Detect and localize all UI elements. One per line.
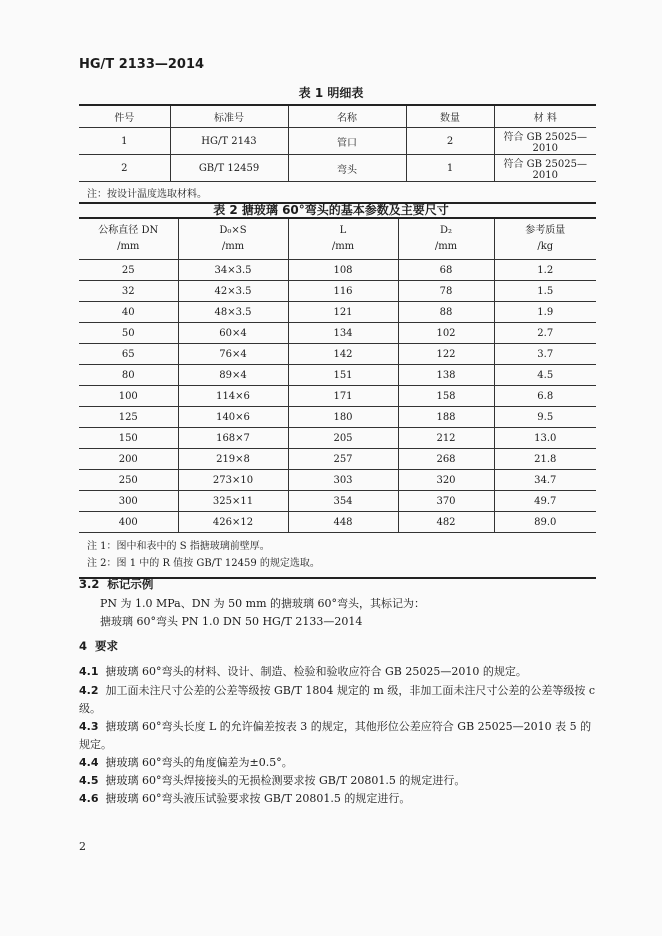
header-label: D₀×S xyxy=(219,225,247,236)
table-cell: HG/T 2143 xyxy=(170,128,288,155)
table1-parts-list xyxy=(79,104,596,204)
table-row xyxy=(79,323,596,344)
table-cell: 150 xyxy=(79,428,178,449)
table-row xyxy=(79,428,596,449)
table-row xyxy=(79,128,596,155)
table-cell: 1.2 xyxy=(494,260,596,281)
table-cell: 273×10 xyxy=(178,470,288,491)
table-cell: 134 xyxy=(288,323,398,344)
table2-dimensions xyxy=(79,217,596,579)
section-number: 4 xyxy=(79,639,88,653)
table-cell: 122 xyxy=(398,344,494,365)
table-row xyxy=(79,302,596,323)
table-cell: 2.7 xyxy=(494,323,596,344)
table-cell: 250 xyxy=(79,470,178,491)
table-cell: 60×4 xyxy=(178,323,288,344)
clause-number: 4.3 xyxy=(79,720,99,733)
table-cell: 426×12 xyxy=(178,512,288,533)
clause-4-3 xyxy=(79,718,599,754)
table-cell: 1.5 xyxy=(494,281,596,302)
clause-text: 搪玻璃 60°弯头的材料、设计、制造、检验和验收应符合 GB 25025—2010 的规定。 xyxy=(105,665,527,678)
table-cell: 9.5 xyxy=(494,407,596,428)
table-cell: 400 xyxy=(79,512,178,533)
table2-header-cell xyxy=(288,218,398,260)
table-row xyxy=(79,260,596,281)
clause-text: 搪玻璃 60°弯头长度 L 的允许偏差按表 3 的规定，其他形位公差应符合 GB 25025—2010 表 5 的规定。 xyxy=(79,720,592,751)
table-cell: 25 xyxy=(79,260,178,281)
table-cell: 2 xyxy=(79,155,170,182)
clause-number: 4.2 xyxy=(79,684,99,697)
table-cell: 34.7 xyxy=(494,470,596,491)
clause-4-5 xyxy=(79,772,599,790)
table1-header-cell: 数量 xyxy=(406,105,494,128)
table-cell: 325×11 xyxy=(178,491,288,512)
table-cell: 符合 GB 25025—2010 xyxy=(494,155,596,182)
table-cell: 257 xyxy=(288,449,398,470)
section-title: 要求 xyxy=(95,639,119,653)
table-row xyxy=(79,386,596,407)
table-cell: 2 xyxy=(406,128,494,155)
section-3-2-heading xyxy=(79,576,153,592)
table-cell: 108 xyxy=(288,260,398,281)
table-cell: 138 xyxy=(398,365,494,386)
clause-text: 搪玻璃 60°弯头液压试验要求按 GB/T 20801.5 的规定进行。 xyxy=(105,792,411,805)
table2-note-1: 注 1：图中和表中的 S 指搪玻璃前壁厚。 xyxy=(87,541,270,552)
clause-4-4 xyxy=(79,754,599,772)
table-cell: 68 xyxy=(398,260,494,281)
table-cell: 符合 GB 25025—2010 xyxy=(494,128,596,155)
table-cell: 268 xyxy=(398,449,494,470)
table-cell: 180 xyxy=(288,407,398,428)
header-unit: /mm xyxy=(331,241,355,252)
table2-header-cell xyxy=(178,218,288,260)
header-unit: /kg xyxy=(537,241,554,252)
table1-header-row xyxy=(79,105,596,128)
table-cell: 200 xyxy=(79,449,178,470)
table-cell: 6.8 xyxy=(494,386,596,407)
clause-number: 4.4 xyxy=(79,756,99,769)
table2-caption: 表 2 搪玻璃 60°弯头的基本参数及主要尺寸 xyxy=(213,203,449,217)
table-cell: GB/T 12459 xyxy=(170,155,288,182)
clause-number: 4.1 xyxy=(79,665,99,678)
table1-header-cell: 材 料 xyxy=(494,105,596,128)
table-cell: 1 xyxy=(79,128,170,155)
table-cell: 370 xyxy=(398,491,494,512)
table-cell: 158 xyxy=(398,386,494,407)
table-cell: 4.5 xyxy=(494,365,596,386)
header-unit: /mm xyxy=(434,241,458,252)
table-cell: 125 xyxy=(79,407,178,428)
table-cell: 49.7 xyxy=(494,491,596,512)
table-cell: 42×3.5 xyxy=(178,281,288,302)
clause-text: 加工面未注尺寸公差的公差等级按 GB/T 1804 规定的 m 级，非加工面未注尺寸公差的公差等级按 c 级。 xyxy=(79,684,595,715)
clause-number: 4.6 xyxy=(79,792,99,805)
table-cell: 205 xyxy=(288,428,398,449)
table-cell: 65 xyxy=(79,344,178,365)
table-cell: 168×7 xyxy=(178,428,288,449)
table-cell: 116 xyxy=(288,281,398,302)
table1-header-cell: 名称 xyxy=(288,105,406,128)
table-cell: 78 xyxy=(398,281,494,302)
section-number: 3.2 xyxy=(79,577,100,591)
table-cell: 34×3.5 xyxy=(178,260,288,281)
table-cell: 354 xyxy=(288,491,398,512)
table-cell: 212 xyxy=(398,428,494,449)
table2-notes xyxy=(79,533,596,579)
clause-text: 搪玻璃 60°弯头的角度偏差为±0.5°。 xyxy=(105,756,293,769)
marking-example-code: 搪玻璃 60°弯头 PN 1.0 DN 50 HG/T 2133—2014 xyxy=(100,615,363,628)
table1-note: 注：按设计温度选取材料。 xyxy=(79,182,596,204)
table-row xyxy=(79,155,596,182)
table-cell: 21.8 xyxy=(494,449,596,470)
table-cell: 219×8 xyxy=(178,449,288,470)
table-cell: 188 xyxy=(398,407,494,428)
table-cell: 140×6 xyxy=(178,407,288,428)
table-row xyxy=(79,281,596,302)
table-cell: 482 xyxy=(398,512,494,533)
table1-header-cell: 件号 xyxy=(79,105,170,128)
clause-4-2 xyxy=(79,682,599,718)
header-unit: /mm xyxy=(221,241,245,252)
table-cell: 1.9 xyxy=(494,302,596,323)
table-cell: 89×4 xyxy=(178,365,288,386)
table-cell: 76×4 xyxy=(178,344,288,365)
table-cell: 171 xyxy=(288,386,398,407)
table-cell: 80 xyxy=(79,365,178,386)
table-cell: 151 xyxy=(288,365,398,386)
table-row xyxy=(79,491,596,512)
table-row xyxy=(79,512,596,533)
table-cell: 320 xyxy=(398,470,494,491)
table-cell: 142 xyxy=(288,344,398,365)
clause-text: 搪玻璃 60°弯头焊接接头的无损检测要求按 GB/T 20801.5 的规定进行。 xyxy=(105,774,466,787)
table-cell: 1 xyxy=(406,155,494,182)
document-code-header: HG/T 2133—2014 xyxy=(79,57,205,72)
table2-header-row xyxy=(79,218,596,260)
header-label: 公称直径 DN xyxy=(98,225,159,236)
clause-number: 4.5 xyxy=(79,774,99,787)
header-unit: /mm xyxy=(117,241,140,252)
table1-header-cell: 标准号 xyxy=(170,105,288,128)
table-cell: 48×3.5 xyxy=(178,302,288,323)
table2-header-cell xyxy=(398,218,494,260)
table-cell: 32 xyxy=(79,281,178,302)
table-cell: 40 xyxy=(79,302,178,323)
table-row xyxy=(79,365,596,386)
table-cell: 448 xyxy=(288,512,398,533)
table-cell: 89.0 xyxy=(494,512,596,533)
table-cell: 121 xyxy=(288,302,398,323)
header-label: 参考质量 xyxy=(525,225,566,236)
section-4-heading xyxy=(79,638,118,654)
table2-header-cell xyxy=(494,218,596,260)
table1-caption: 表 1 明细表 xyxy=(298,86,364,100)
table-cell: 50 xyxy=(79,323,178,344)
table-cell: 弯头 xyxy=(288,155,406,182)
table2-note-2: 注 2：图 1 中的 R 值按 GB/T 12459 的规定选取。 xyxy=(87,558,320,569)
clause-4-6 xyxy=(79,790,599,808)
table-cell: 管口 xyxy=(288,128,406,155)
table-cell: 3.7 xyxy=(494,344,596,365)
table-cell: 88 xyxy=(398,302,494,323)
table-cell: 114×6 xyxy=(178,386,288,407)
table-cell: 100 xyxy=(79,386,178,407)
marking-example-text: PN 为 1.0 MPa、DN 为 50 mm 的搪玻璃 60°弯头，其标记为： xyxy=(100,597,426,610)
table-row xyxy=(79,470,596,491)
clause-4-1 xyxy=(79,663,599,681)
table-cell: 300 xyxy=(79,491,178,512)
table-row xyxy=(79,344,596,365)
section-title: 标记示例 xyxy=(107,577,154,591)
header-label: D₂ xyxy=(439,225,453,236)
table-row xyxy=(79,407,596,428)
table2-header-cell xyxy=(79,218,178,260)
page-number: 2 xyxy=(79,840,86,853)
header-label: L xyxy=(339,225,347,236)
table-cell: 303 xyxy=(288,470,398,491)
table-cell: 102 xyxy=(398,323,494,344)
table-row xyxy=(79,449,596,470)
table-cell: 13.0 xyxy=(494,428,596,449)
